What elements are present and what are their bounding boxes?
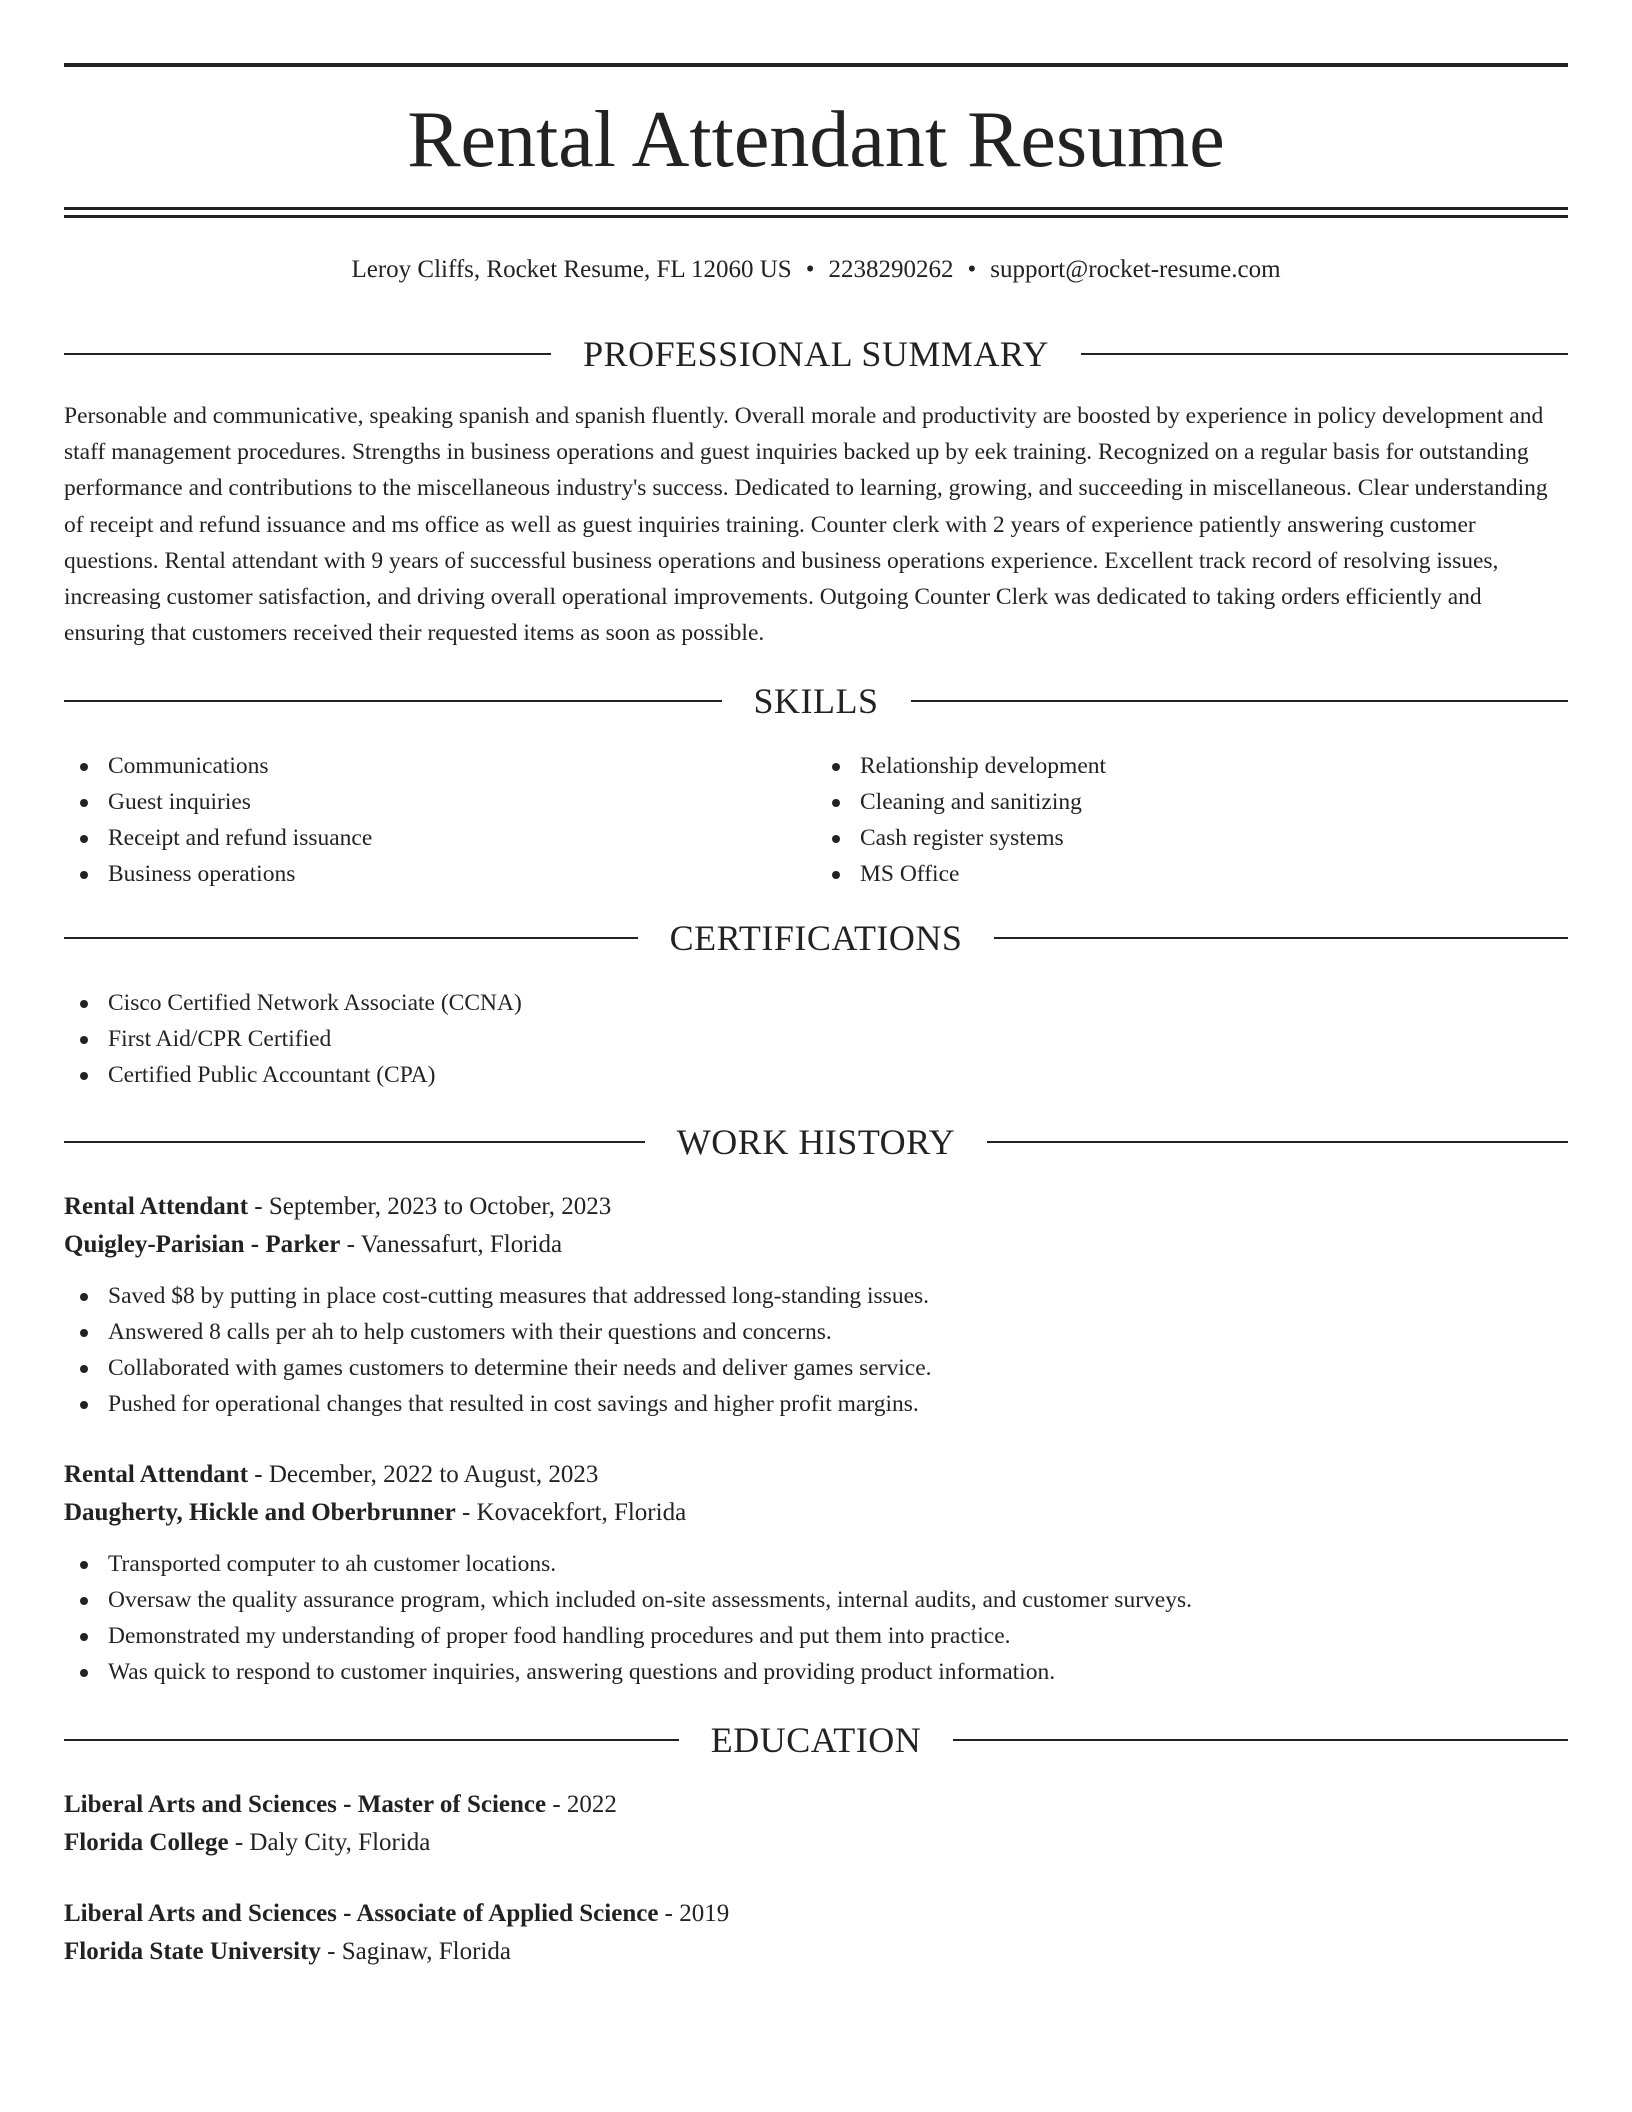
education-year: 2019 — [679, 1900, 730, 1927]
job-title: Rental Attendant — [64, 1461, 249, 1488]
dash: - — [327, 1938, 336, 1965]
job-bullet: Oversaw the quality assurance program, which included on-site assessments, internal audits, and customer surveys. — [64, 1582, 1568, 1618]
education-location: Saginaw, Florida — [341, 1938, 511, 1965]
work-heading: WORK HISTORY — [676, 1122, 956, 1162]
job-bullet: Demonstrated my understanding of proper food handling procedures and put them into practice. — [64, 1618, 1568, 1654]
skill-item: MS Office — [816, 856, 1568, 892]
dash: - — [346, 1231, 355, 1258]
job-location: Kovacekfort, Florida — [476, 1499, 687, 1526]
skill-item: Guest inquiries — [64, 784, 816, 820]
job-company: Daugherty, Hickle and Oberbrunner — [64, 1499, 456, 1526]
job-title-line — [64, 1188, 1568, 1226]
contact-line — [64, 254, 1568, 286]
job-location: Vanessafurt, Florida — [360, 1231, 563, 1258]
job-entry — [64, 1456, 1568, 1690]
summary-section-header — [64, 332, 1568, 376]
job-company-line — [64, 1226, 1568, 1264]
job-bullet: Was quick to respond to customer inquiries, answering questions and providing product information. — [64, 1654, 1568, 1690]
work-section-header — [64, 1120, 1568, 1164]
skill-item: Cash register systems — [816, 820, 1568, 856]
job-bullet: Answered 8 calls per ah to help customers with their questions and concerns. — [64, 1314, 1568, 1350]
skill-item: Receipt and refund issuance — [64, 820, 816, 856]
contact-email: support@rocket-resume.com — [990, 256, 1281, 283]
contact-separator: • — [967, 256, 977, 283]
job-company: Quigley-Parisian - Parker — [64, 1231, 341, 1258]
education-entry — [64, 1895, 1568, 1971]
job-entry — [64, 1188, 1568, 1422]
certifications-section-header — [64, 916, 1568, 960]
certification-item: Certified Public Accountant (CPA) — [64, 1057, 1568, 1093]
section-rule — [64, 700, 722, 702]
contact-phone: 2238290262 — [828, 256, 954, 283]
job-dates: September, 2023 to October, 2023 — [268, 1193, 612, 1220]
summary-heading: PROFESSIONAL SUMMARY — [583, 334, 1049, 374]
skills-column-left — [64, 748, 816, 892]
job-title: Rental Attendant — [64, 1193, 249, 1220]
dash: - — [254, 1461, 263, 1488]
education-heading: EDUCATION — [710, 1720, 922, 1760]
job-bullet: Saved $8 by putting in place cost-cutting measures that addressed long-standing issues. — [64, 1278, 1568, 1314]
section-rule — [953, 1739, 1568, 1741]
education-location: Daly City, Florida — [249, 1829, 431, 1856]
job-title-line — [64, 1456, 1568, 1494]
education-school-line — [64, 1933, 1568, 1971]
job-bullets — [64, 1278, 1568, 1422]
dash: - — [552, 1791, 561, 1818]
job-bullet: Transported computer to ah customer locations. — [64, 1546, 1568, 1582]
summary-text: Personable and communicative, speaking spanish and spanish fluently. Overall morale and productivity are boosted by experience in policy development and staff management procedures. Strengths in business operations and guest inquiries backed up by eek training. Recognized on a regular basis for outstanding performance and contributions to the miscellaneous industry's success. Dedicated to learning, growing, and succeeding in miscellaneous. Clear understanding of receipt and refund issuance and ms office as well as guest inquiries training. Counter clerk with 2 years of experience patiently answering customer questions. Rental attendant with 9 years of successful business operations and business operations experience. Excellent track record of resolving issues, increasing customer satisfaction, and driving overall operational improvements. Outgoing Counter Clerk was dedicated to taking orders efficiently and ensuring that customers received their requested items as soon as possible. — [64, 403, 1548, 647]
dash: - — [664, 1900, 673, 1927]
skill-item: Business operations — [64, 856, 816, 892]
job-bullets — [64, 1546, 1568, 1690]
certification-item: Cisco Certified Network Associate (CCNA) — [64, 985, 1568, 1021]
double-rule — [64, 207, 1568, 218]
education-section-header — [64, 1718, 1568, 1762]
summary-block — [64, 398, 1568, 651]
education-degree: Liberal Arts and Sciences - Associate of Applied Science — [64, 1900, 659, 1927]
section-rule — [1081, 353, 1568, 355]
section-rule — [64, 1141, 645, 1143]
page-title: Rental Attendant Resume — [407, 96, 1225, 184]
dash: - — [461, 1499, 471, 1526]
education-school: Florida State University — [64, 1938, 321, 1965]
certification-item: First Aid/CPR Certified — [64, 1021, 1568, 1057]
dash: - — [254, 1193, 263, 1220]
skills-heading: SKILLS — [753, 681, 879, 721]
education-year: 2022 — [566, 1791, 617, 1818]
education-degree: Liberal Arts and Sciences - Master of Science — [64, 1791, 547, 1818]
education-school-line — [64, 1824, 1568, 1862]
certifications-list — [64, 985, 1568, 1093]
section-rule — [987, 1141, 1568, 1143]
skill-item: Cleaning and sanitizing — [816, 784, 1568, 820]
section-rule — [64, 1739, 679, 1741]
contact-address: Leroy Cliffs, Rocket Resume, FL 12060 US — [351, 256, 792, 283]
dash: - — [234, 1829, 244, 1856]
skills-list — [64, 748, 1568, 892]
certifications-heading: CERTIFICATIONS — [669, 918, 963, 958]
section-rule — [64, 937, 638, 939]
education-degree-line — [64, 1895, 1568, 1933]
top-rule — [64, 63, 1568, 67]
job-dates: December, 2022 to August, 2023 — [268, 1461, 599, 1488]
education-entry — [64, 1786, 1568, 1862]
job-bullet: Collaborated with games customers to determine their needs and deliver games service. — [64, 1350, 1568, 1386]
skill-item: Relationship development — [816, 748, 1568, 784]
skills-section-header — [64, 679, 1568, 723]
job-bullet: Pushed for operational changes that resulted in cost savings and higher profit margins. — [64, 1386, 1568, 1422]
section-rule — [64, 353, 551, 355]
skills-column-right — [816, 748, 1568, 892]
contact-separator: • — [805, 256, 815, 283]
section-rule — [994, 937, 1568, 939]
skill-item: Communications — [64, 748, 816, 784]
job-company-line — [64, 1494, 1568, 1532]
education-degree-line — [64, 1786, 1568, 1824]
education-school: Florida College — [64, 1829, 229, 1856]
section-rule — [911, 700, 1569, 702]
